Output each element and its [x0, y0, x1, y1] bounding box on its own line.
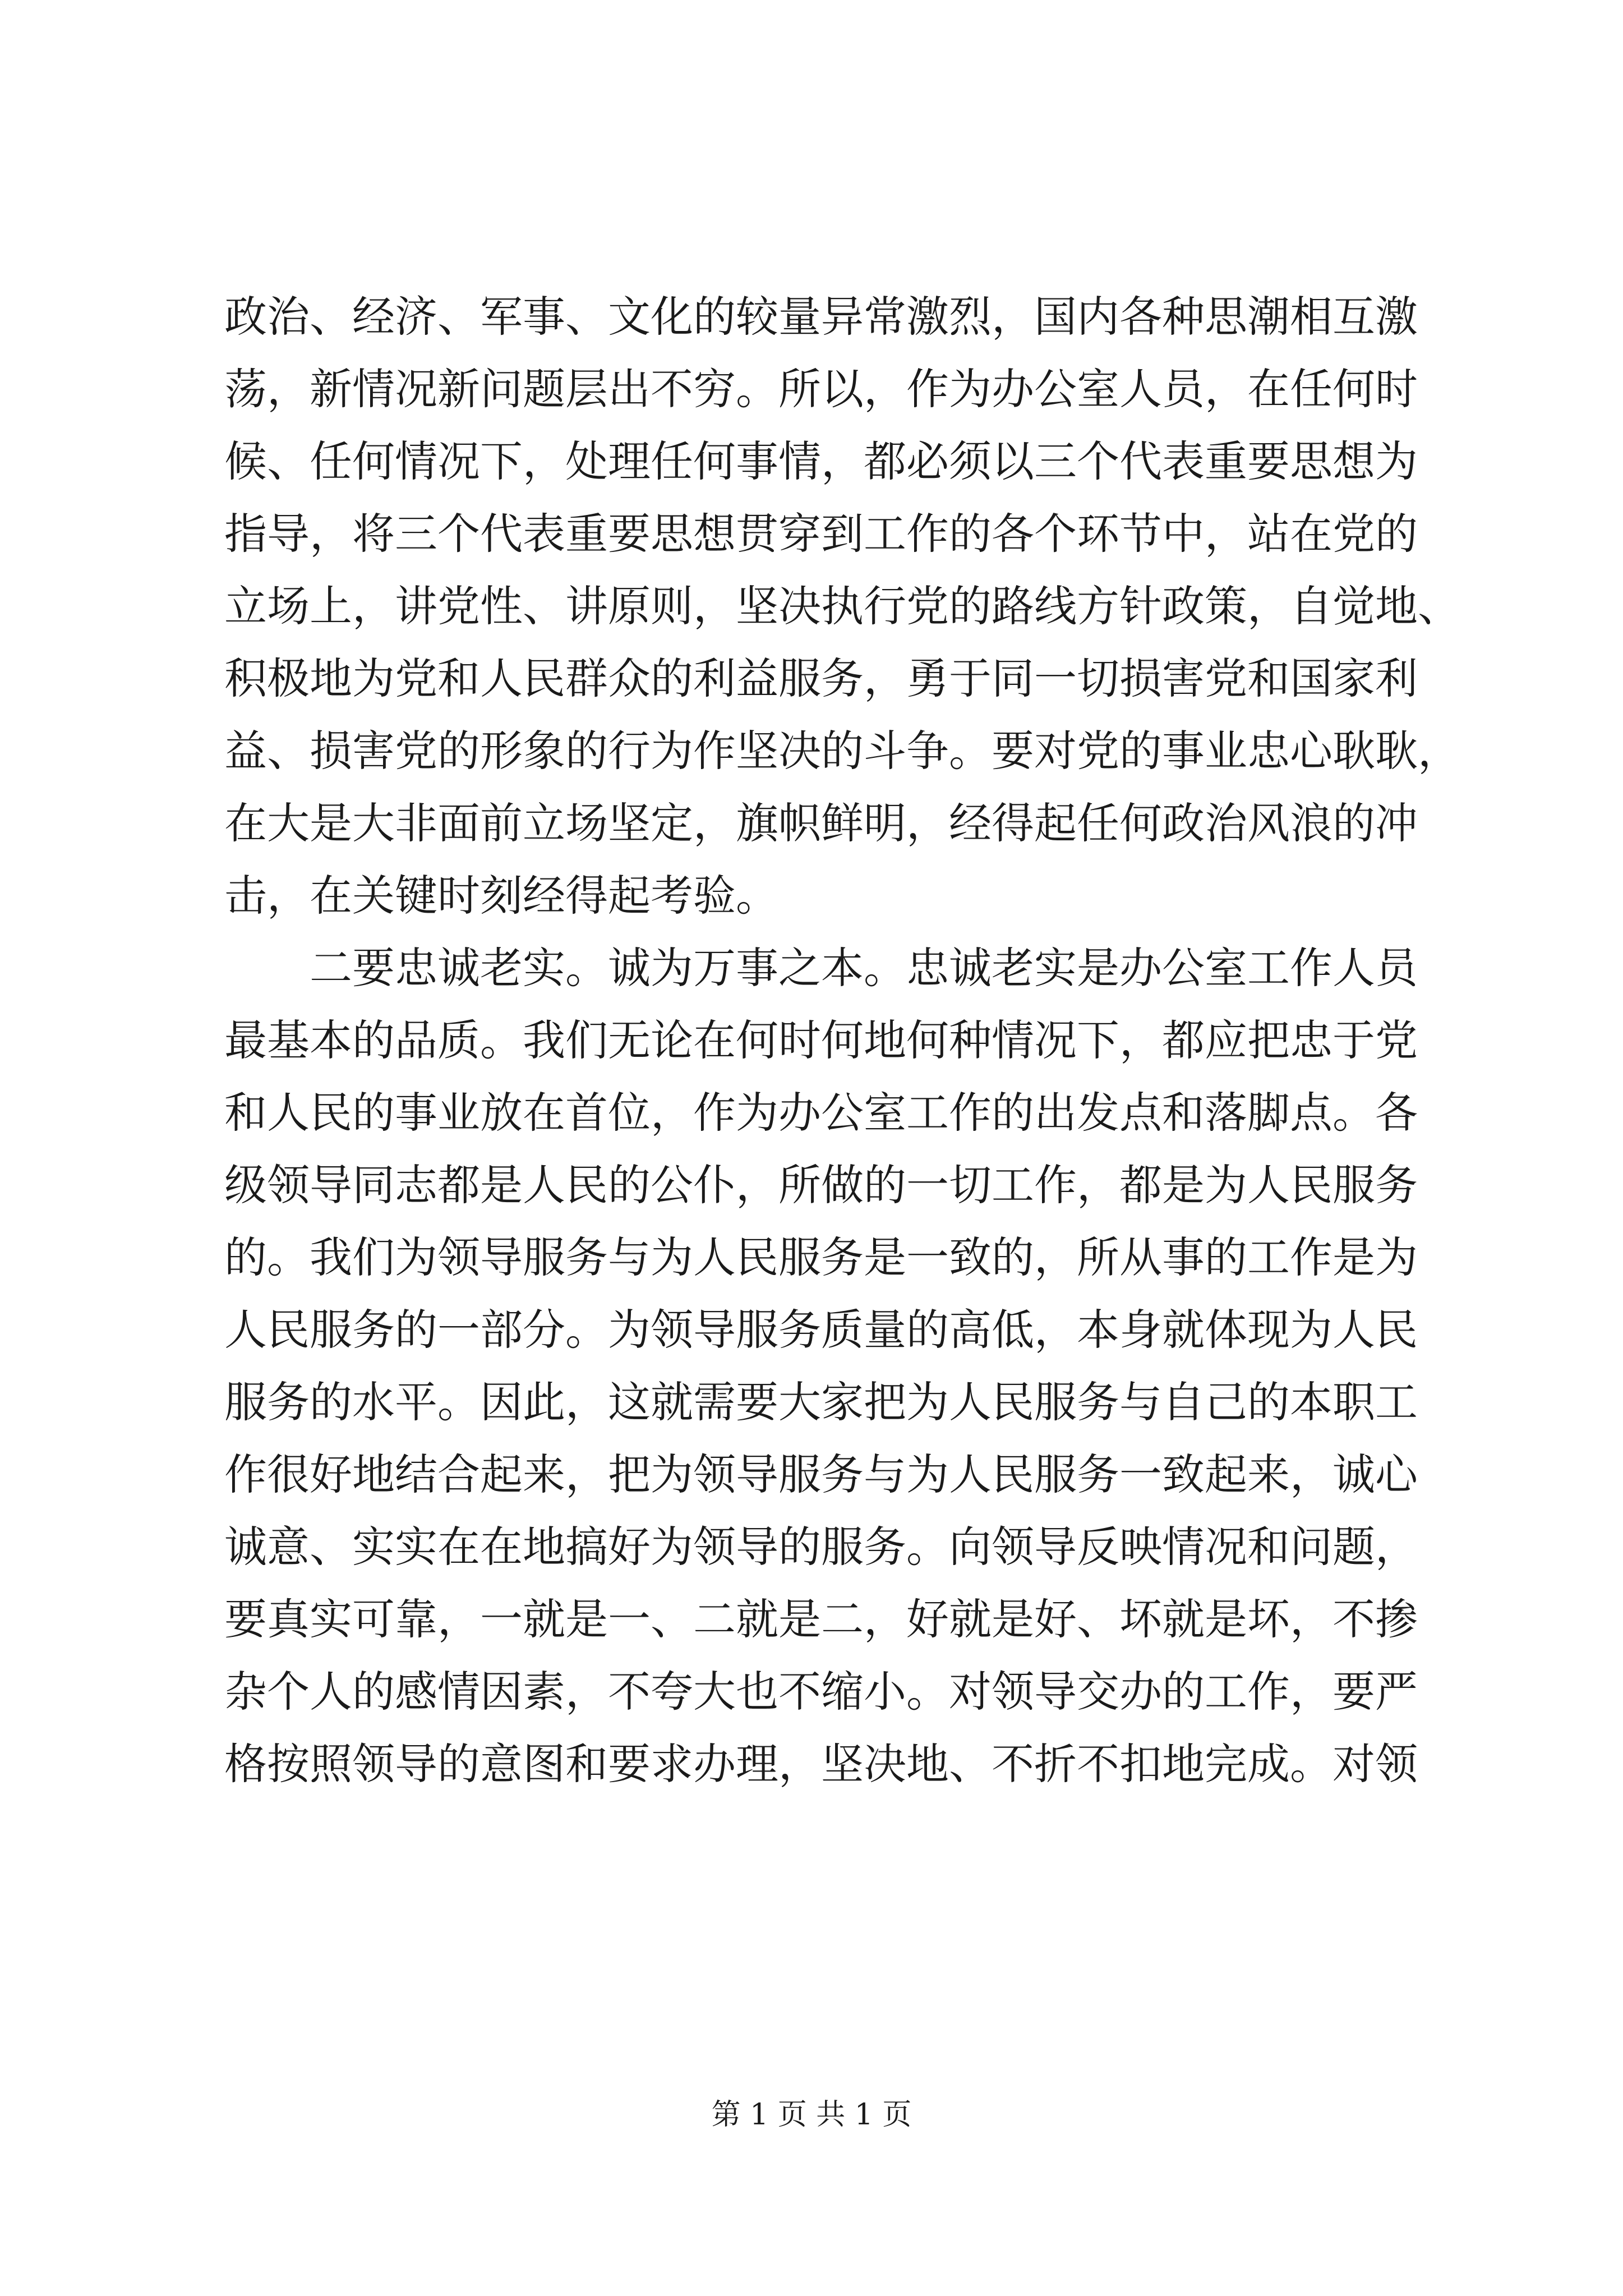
page-number: 第 1 页 共 1 页: [711, 2098, 912, 2132]
text-line: 要真实可靠，一就是一、二就是二，好就是好、坏就是坏，不掺: [224, 1594, 1418, 1644]
text-line: 人民服务的一部分。为领导服务质量的高低，本身就体现为人民: [224, 1305, 1418, 1355]
text-line: 作很好地结合起来，把为领导服务与为人民服务一致起来，诚心: [224, 1450, 1418, 1499]
text-line: 击，在关键时刻经得起考验。: [224, 871, 778, 921]
text-line: 指导，将三个代表重要思想贯穿到工作的各个环节中，站在党的: [224, 509, 1418, 559]
text-line: 诚意、实实在在地搞好为领导的服务。向领导反映情况和问题，: [224, 1522, 1418, 1572]
text-line: 荡，新情况新问题层出不穷。所以，作为办公室人员，在任何时: [224, 364, 1418, 414]
page-footer: [0, 2092, 1623, 2137]
paragraph-first-line: 二要忠诚老实。诚为万事之本。忠诚老实是办公室工作人员: [310, 943, 1418, 993]
text-line: 最基本的品质。我们无论在何时何地何种情况下，都应把忠于党: [224, 1015, 1418, 1065]
text-line: 立场上，讲党性、讲原则，坚决执行党的路线方针政策，自觉地、: [224, 581, 1460, 631]
text-line: 格按照领导的意图和要求办理，坚决地、不折不扣地完成。对领: [224, 1739, 1418, 1789]
text-line: 和人民的事业放在首位，作为办公室工作的出发点和落脚点。各: [224, 1088, 1418, 1138]
text-line: 服务的水平。因此，这就需要大家把为人民服务与自己的本职工: [224, 1377, 1418, 1427]
text-line: 的。我们为领导服务与为人民服务是一致的，所从事的工作是为: [224, 1232, 1418, 1282]
text-line: 政治、经济、军事、文化的较量异常激烈，国内各种思潮相互激: [224, 292, 1418, 342]
text-line: 益、损害党的形象的行为作坚决的斗争。要对党的事业忠心耿耿，: [224, 726, 1460, 776]
text-line: 杂个人的感情因素，不夸大也不缩小。对领导交办的工作，要严: [224, 1667, 1418, 1717]
body-text: [224, 280, 1460, 1800]
text-line: 积极地为党和人民群众的利益服务，勇于同一切损害党和国家利: [224, 654, 1418, 703]
text-line: 候、任何情况下，处理任何事情，都必须以三个代表重要思想为: [224, 436, 1418, 486]
text-line: 级领导同志都是人民的公仆，所做的一切工作，都是为人民服务: [224, 1160, 1418, 1210]
text-line: 在大是大非面前立场坚定，旗帜鲜明，经得起任何政治风浪的冲: [224, 798, 1418, 848]
